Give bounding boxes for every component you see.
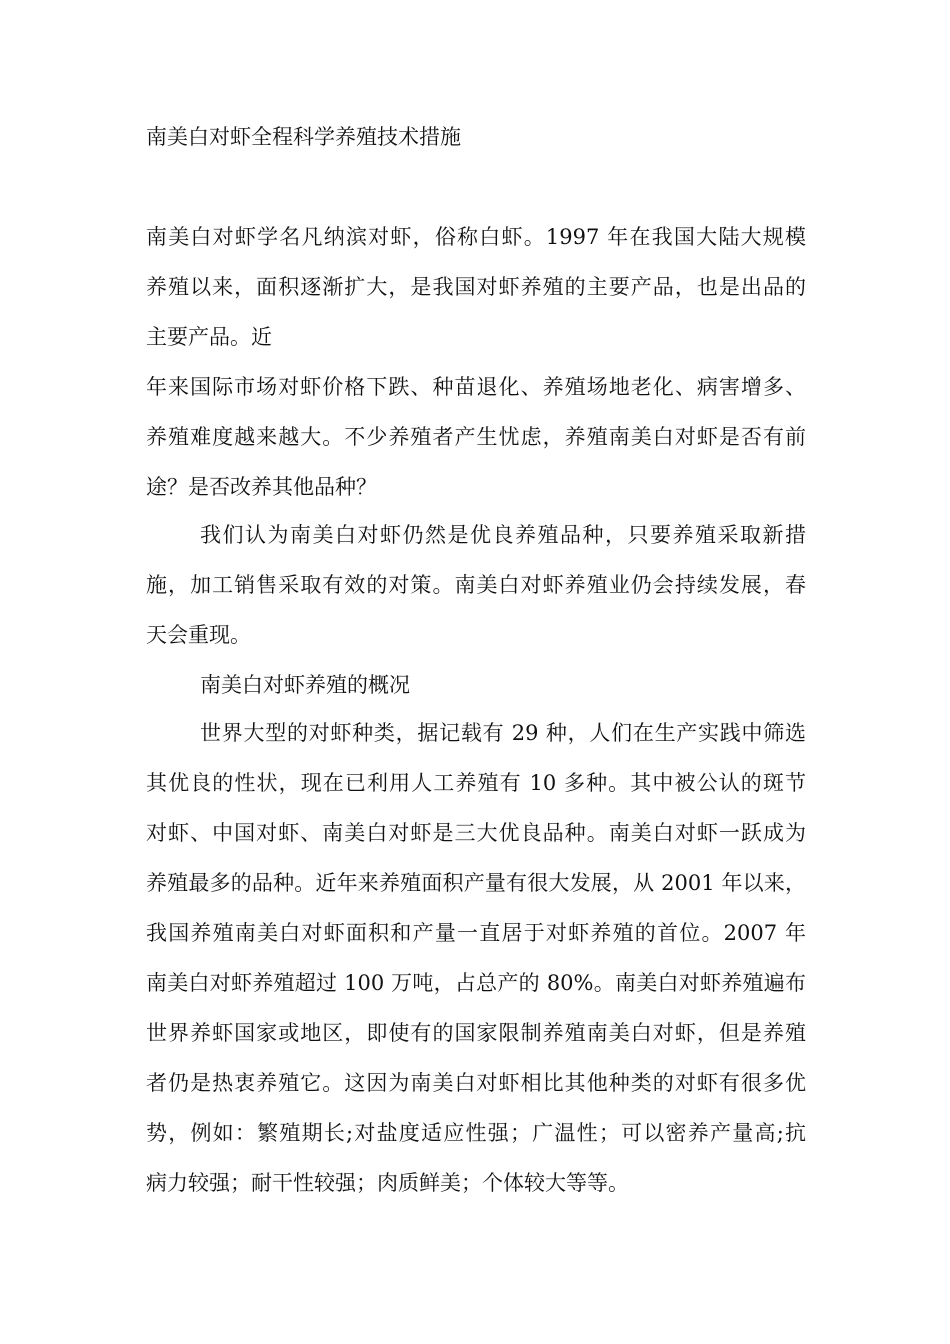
paragraph-1-line: 南美白对虾学名凡纳滨对虾，俗称白虾。1997 年在我国大陆大规模 bbox=[146, 225, 806, 249]
section-heading: 南美白对虾养殖的概况 bbox=[200, 673, 410, 697]
paragraph-2-line: 天会重现。 bbox=[146, 623, 251, 647]
paragraph-1-line: 主要产品。近 bbox=[146, 325, 272, 349]
paragraph-1-line: 年来国际市场对虾价格下跌、种苗退化、养殖场地老化、病害增多、 bbox=[146, 375, 806, 399]
paragraph-3-line: 世界大型的对虾种类，据记载有 29 种，人们在生产实践中筛选 bbox=[200, 721, 806, 745]
paragraph-3-line: 养殖最多的品种。近年来养殖面积产量有很大发展，从 2001 年以来， bbox=[146, 871, 806, 895]
paragraph-2-line: 我们认为南美白对虾仍然是优良养殖品种，只要养殖采取新措 bbox=[200, 523, 806, 547]
paragraph-3-line: 我国养殖南美白对虾面积和产量一直居于对虾养殖的首位。2007 年 bbox=[146, 921, 806, 945]
paragraph-1-line: 途？是否改养其他品种？ bbox=[146, 475, 377, 499]
paragraph-1-line: 养殖以来，面积逐渐扩大，是我国对虾养殖的主要产品，也是出品的 bbox=[146, 275, 806, 299]
paragraph-3-line: 者仍是热衷养殖它。这因为南美白对虾相比其他种类的对虾有很多优 bbox=[146, 1071, 806, 1095]
document-title: 南美白对虾全程科学养殖技术措施 bbox=[146, 125, 461, 149]
paragraph-3-line: 南美白对虾养殖超过 100 万吨，占总产的 80%。南美白对虾养殖遍布 bbox=[146, 971, 806, 995]
paragraph-2-line: 施，加工销售采取有效的对策。南美白对虾养殖业仍会持续发展，春 bbox=[146, 573, 806, 597]
paragraph-3-line: 其优良的性状，现在已利用人工养殖有 10 多种。其中被公认的斑节 bbox=[146, 771, 806, 795]
paragraph-1-line: 养殖难度越来越大。不少养殖者产生忧虑，养殖南美白对虾是否有前 bbox=[146, 425, 806, 449]
paragraph-3-line: 势，例如：繁殖期长;对盐度适应性强；广温性；可以密养产量高;抗 bbox=[146, 1121, 806, 1145]
paragraph-3-line: 世界养虾国家或地区，即使有的国家限制养殖南美白对虾，但是养殖 bbox=[146, 1021, 806, 1045]
paragraph-3-line: 对虾、中国对虾、南美白对虾是三大优良品种。南美白对虾一跃成为 bbox=[146, 821, 806, 845]
paragraph-3-line: 病力较强；耐干性较强；肉质鲜美；个体较大等等。 bbox=[146, 1171, 629, 1195]
